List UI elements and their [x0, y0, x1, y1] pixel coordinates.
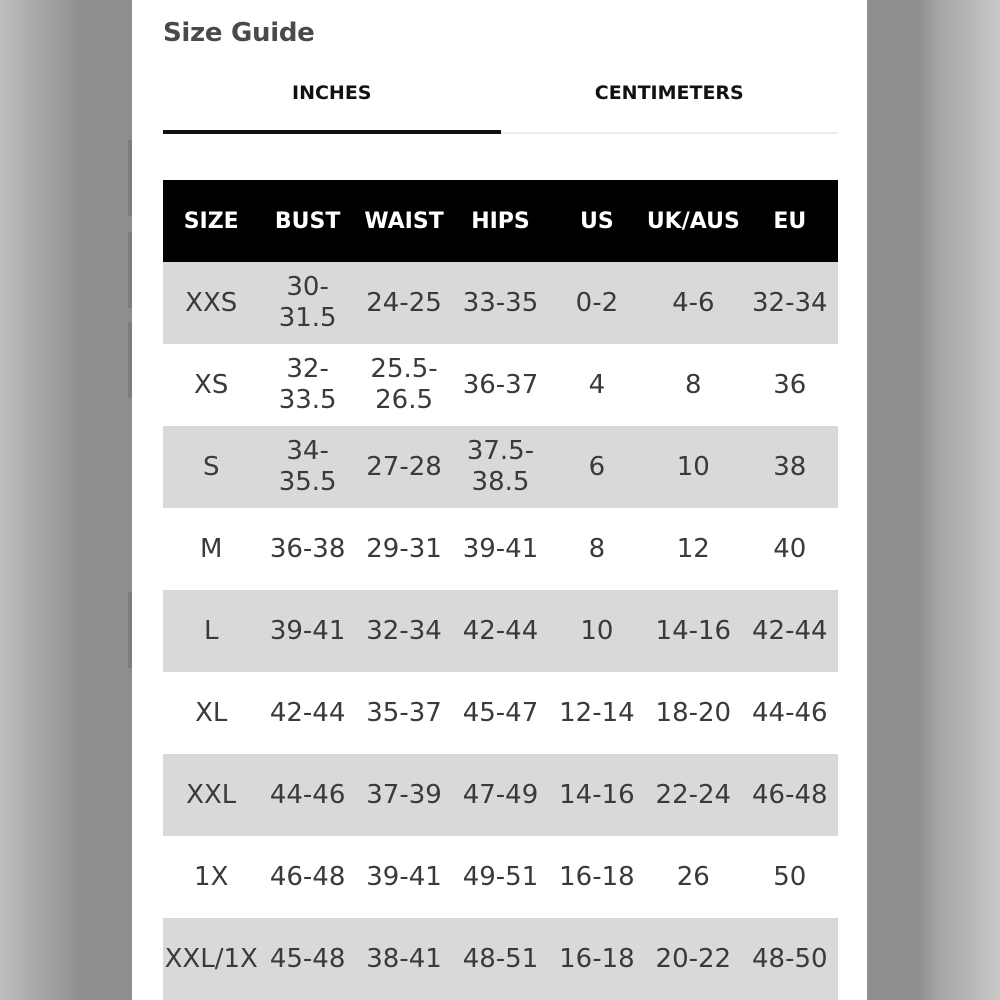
size-cell: XXL: [163, 754, 259, 836]
uk-aus-cell: 22-24: [645, 754, 741, 836]
eu-cell: 38: [742, 426, 838, 508]
modal-title: Size Guide: [163, 18, 315, 48]
uk-aus-cell: 8: [645, 344, 741, 426]
column-header-us: US: [549, 180, 645, 262]
size-cell: 1X: [163, 836, 259, 918]
column-header-eu: EU: [742, 180, 838, 262]
waist-cell: 35-37: [356, 672, 452, 754]
uk-aus-cell: 10: [645, 426, 741, 508]
column-header-waist: WAIST: [356, 180, 452, 262]
us-cell: 6: [549, 426, 645, 508]
table-row: [163, 672, 838, 754]
size-cell: M: [163, 508, 259, 590]
eu-cell: 46-48: [742, 754, 838, 836]
us-cell: 14-16: [549, 754, 645, 836]
hips-cell: 37.5- 38.5: [452, 426, 548, 508]
hips-cell: 45-47: [452, 672, 548, 754]
unit-tabs: [163, 70, 838, 134]
bust-cell: 34- 35.5: [259, 426, 355, 508]
table-row: [163, 508, 838, 590]
waist-cell: 25.5- 26.5: [356, 344, 452, 426]
size-cell: XXL/1X: [163, 918, 259, 1000]
waist-cell: 24-25: [356, 262, 452, 344]
us-cell: 12-14: [549, 672, 645, 754]
bust-cell: 46-48: [259, 836, 355, 918]
hips-cell: 33-35: [452, 262, 548, 344]
column-header-hips: HIPS: [452, 180, 548, 262]
table-row: [163, 754, 838, 836]
uk-aus-cell: 20-22: [645, 918, 741, 1000]
bust-cell: 30- 31.5: [259, 262, 355, 344]
us-cell: 4: [549, 344, 645, 426]
us-cell: 0-2: [549, 262, 645, 344]
table-row: [163, 262, 838, 344]
hips-cell: 42-44: [452, 590, 548, 672]
waist-cell: 39-41: [356, 836, 452, 918]
tab-inches[interactable]: [163, 70, 501, 132]
bust-cell: 45-48: [259, 918, 355, 1000]
uk-aus-cell: 14-16: [645, 590, 741, 672]
table-row: [163, 590, 838, 672]
uk-aus-cell: 12: [645, 508, 741, 590]
uk-aus-cell: 4-6: [645, 262, 741, 344]
bust-cell: 36-38: [259, 508, 355, 590]
waist-cell: 32-34: [356, 590, 452, 672]
table-header-row: [163, 180, 838, 262]
waist-cell: 27-28: [356, 426, 452, 508]
eu-cell: 40: [742, 508, 838, 590]
us-cell: 16-18: [549, 918, 645, 1000]
bust-cell: 42-44: [259, 672, 355, 754]
hips-cell: 47-49: [452, 754, 548, 836]
eu-cell: 44-46: [742, 672, 838, 754]
size-table: [163, 180, 838, 1000]
table-row: [163, 918, 838, 1000]
eu-cell: 50: [742, 836, 838, 918]
tab-centimeters[interactable]: [501, 70, 839, 132]
tab-label: INCHES: [292, 82, 372, 104]
size-guide-modal: [132, 0, 867, 1000]
waist-cell: 38-41: [356, 918, 452, 1000]
size-cell: S: [163, 426, 259, 508]
size-cell: L: [163, 590, 259, 672]
waist-cell: 37-39: [356, 754, 452, 836]
tab-label: CENTIMETERS: [594, 82, 744, 104]
eu-cell: 36: [742, 344, 838, 426]
waist-cell: 29-31: [356, 508, 452, 590]
eu-cell: 42-44: [742, 590, 838, 672]
hips-cell: 49-51: [452, 836, 548, 918]
table-row: [163, 344, 838, 426]
size-cell: XS: [163, 344, 259, 426]
table-row: [163, 836, 838, 918]
us-cell: 10: [549, 590, 645, 672]
size-cell: XL: [163, 672, 259, 754]
column-header-size: SIZE: [163, 180, 259, 262]
size-cell: XXS: [163, 262, 259, 344]
hips-cell: 48-51: [452, 918, 548, 1000]
hips-cell: 39-41: [452, 508, 548, 590]
eu-cell: 48-50: [742, 918, 838, 1000]
us-cell: 8: [549, 508, 645, 590]
column-header-bust: BUST: [259, 180, 355, 262]
column-header-uk-aus: UK/AUS: [645, 180, 741, 262]
eu-cell: 32-34: [742, 262, 838, 344]
bust-cell: 32- 33.5: [259, 344, 355, 426]
hips-cell: 36-37: [452, 344, 548, 426]
bust-cell: 39-41: [259, 590, 355, 672]
us-cell: 16-18: [549, 836, 645, 918]
uk-aus-cell: 18-20: [645, 672, 741, 754]
uk-aus-cell: 26: [645, 836, 741, 918]
bust-cell: 44-46: [259, 754, 355, 836]
table-row: [163, 426, 838, 508]
